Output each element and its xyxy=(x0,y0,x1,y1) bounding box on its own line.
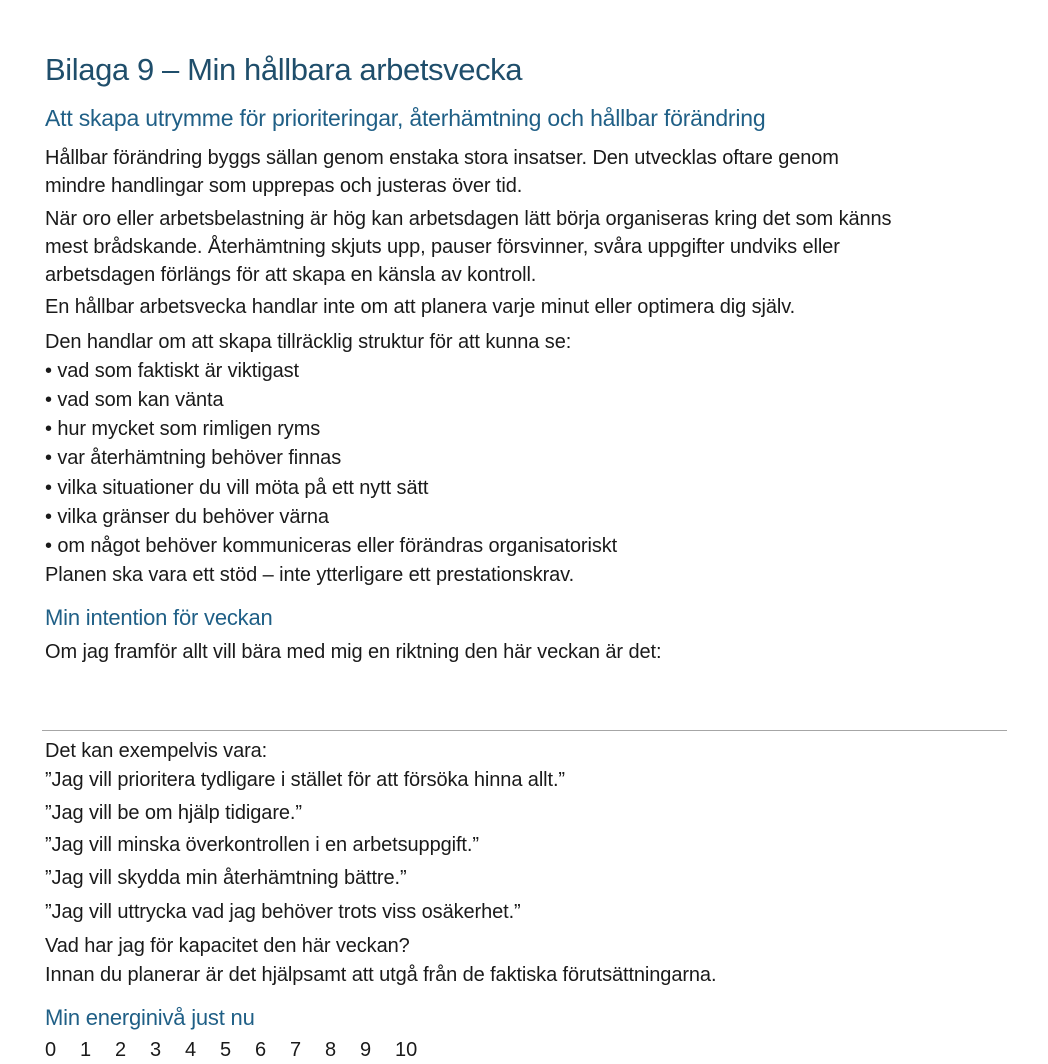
energy-scale-value[interactable]: 1 xyxy=(80,1039,92,1061)
bullet-item: • vad som kan vänta xyxy=(45,389,224,411)
intro-paragraph-5: Planen ska vara ett stöd – inte ytterligare ett prestationskrav. xyxy=(45,564,575,586)
intro-paragraph-1-line-2: mindre handlingar som upprepas och justeras över tid. xyxy=(45,175,523,197)
bullet-item: • vad som faktiskt är viktigast xyxy=(45,360,299,382)
energy-scale-value[interactable]: 8 xyxy=(325,1039,337,1061)
capacity-question: Vad har jag för kapacitet den här veckan? xyxy=(45,935,410,957)
energy-scale-value[interactable]: 6 xyxy=(255,1039,267,1061)
intro-paragraph-2-line-3: arbetsdagen förlängs för att skapa en känsla av kontroll. xyxy=(45,264,537,286)
intention-prompt: Om jag framför allt vill bära med mig en riktning den här veckan är det: xyxy=(45,641,662,663)
intro-paragraph-1-line-1: Hållbar förändring byggs sällan genom enstaka stora insatser. Den utvecklas oftare genom xyxy=(45,147,839,169)
energy-scale-value[interactable]: 4 xyxy=(185,1039,197,1061)
energy-scale-value[interactable]: 10 xyxy=(395,1039,418,1061)
energy-heading: Min energinivå just nu xyxy=(45,1005,255,1030)
bullet-item: • om något behöver kommuniceras eller förändras organisatoriskt xyxy=(45,535,618,557)
energy-scale-value[interactable]: 2 xyxy=(115,1039,127,1061)
intro-paragraph-3: En hållbar arbetsvecka handlar inte om att planera varje minut eller optimera dig själv. xyxy=(45,296,796,318)
page-subtitle: Att skapa utrymme för prioriteringar, återhämtning och hållbar förändring xyxy=(45,105,766,131)
example-intro: Det kan exempelvis vara: xyxy=(45,740,268,762)
energy-scale-value[interactable]: 3 xyxy=(150,1039,162,1061)
intention-heading: Min intention för veckan xyxy=(45,605,273,630)
energy-scale-value[interactable]: 5 xyxy=(220,1039,232,1061)
bullet-item: • hur mycket som rimligen ryms xyxy=(45,418,321,440)
intro-paragraph-4: Den handlar om att skapa tillräcklig struktur för att kunna se: xyxy=(45,331,572,353)
energy-scale-value[interactable]: 7 xyxy=(290,1039,302,1061)
example-quote: ”Jag vill minska överkontrollen i en arbetsuppgift.” xyxy=(45,834,479,856)
answer-line xyxy=(42,730,1007,731)
energy-scale-value[interactable]: 9 xyxy=(360,1039,372,1061)
bullet-item: • vilka situationer du vill möta på ett nytt sätt xyxy=(45,477,429,499)
intro-paragraph-2-line-2: mest brådskande. Återhämtning skjuts upp, pauser försvinner, svåra uppgifter undviks eller xyxy=(45,236,840,258)
capacity-note: Innan du planerar är det hjälpsamt att utgå från de faktiska förutsättningarna. xyxy=(45,964,717,986)
bullet-item: • vilka gränser du behöver värna xyxy=(45,506,329,528)
example-quote: ”Jag vill skydda min återhämtning bättre.” xyxy=(45,867,407,889)
intro-paragraph-2-line-1: När oro eller arbetsbelastning är hög kan arbetsdagen lätt börja organiseras kring det som känns xyxy=(45,208,892,230)
example-quote: ”Jag vill uttrycka vad jag behöver trots viss osäkerhet.” xyxy=(45,901,521,923)
example-quote: ”Jag vill prioritera tydligare i stället för att försöka hinna allt.” xyxy=(45,769,565,791)
example-quote: ”Jag vill be om hjälp tidigare.” xyxy=(45,802,302,824)
page-title: Bilaga 9 – Min hållbara arbetsvecka xyxy=(45,52,523,87)
bullet-item: • var återhämtning behöver finnas xyxy=(45,447,342,469)
energy-scale-value[interactable]: 0 xyxy=(45,1039,57,1061)
